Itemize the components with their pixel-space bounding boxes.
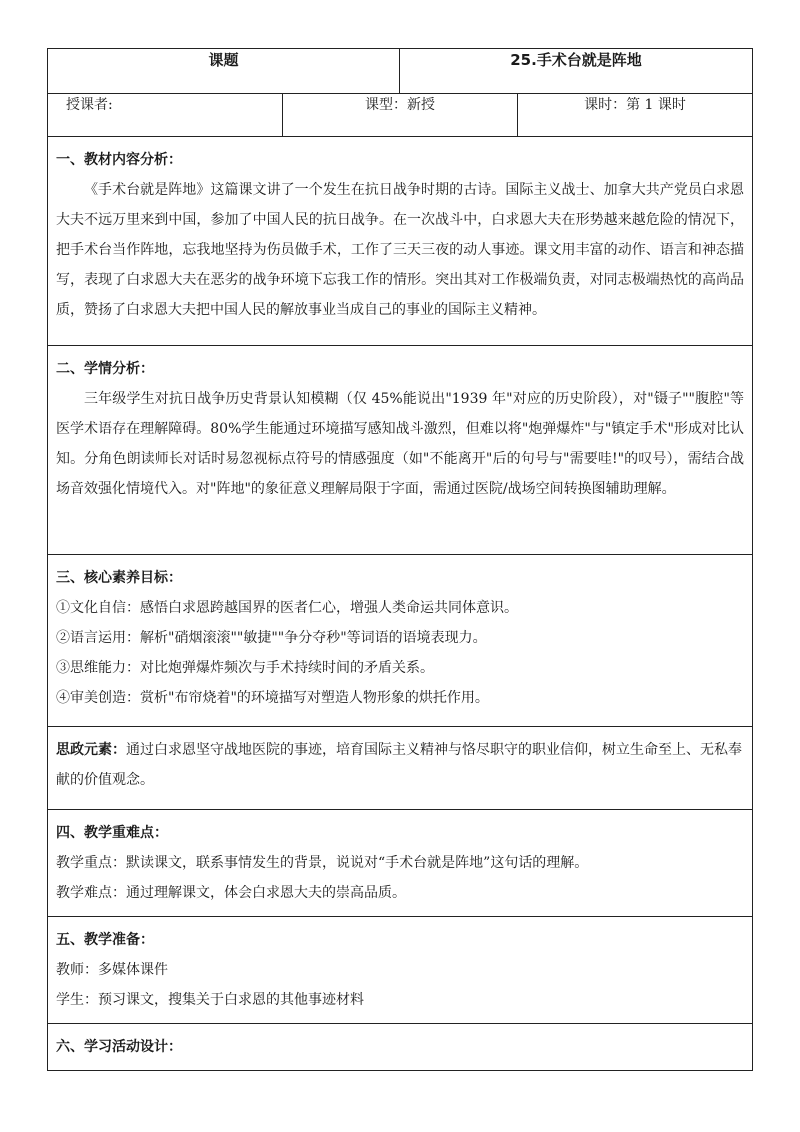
section-keypoints — [48, 810, 753, 917]
lesson-title: 25.手术台就是阵地 — [400, 49, 753, 94]
section-title: 一、教材内容分析： — [56, 152, 182, 168]
section-title: 四、教学重难点： — [56, 825, 168, 841]
lesson-plan-page — [47, 48, 752, 1071]
goal-item: ②语言运用：解析"硝烟滚滚""敏捷""争分夺秒"等词语的语境表现力。 — [56, 630, 487, 646]
section-analysis — [48, 137, 753, 346]
period-cell: 课时：第 1 课时 — [518, 94, 753, 137]
teacher-cell: 授课者: — [48, 94, 283, 137]
lesson-type-cell: 课型：新授 — [283, 94, 518, 137]
section-text: 三年级学生对抗日战争历史背景认知模糊（仅 45%能说出"1939 年"对应的历史阶段），对"镊子""腹腔"等医学术语存在理解障碍。80%学生能通过环境描写感知战斗激烈，但难以将"炮弹爆炸"与"镇定手术"形成对比认知。分角色朗读师长对话时易忽视标点符号的情感强度（如"不能离开"后的句号与"需要哇!"的叹号），需结合战场音效强化情境代入。对"阵地"的象征意义理解局限于字面，需通过医院/战场空间转换图辅助理解。 — [56, 391, 745, 497]
ideology-label: 思政元素： — [56, 742, 126, 758]
section-ideology — [48, 727, 753, 810]
section-title: 六、学习活动设计： — [56, 1039, 182, 1055]
keypoint-item: 教学重点：默读课文，联系事情发生的背景，说说对“手术台就是阵地”这句话的理解。 — [56, 855, 589, 871]
meta-row — [48, 94, 753, 137]
section-activities — [48, 1024, 753, 1071]
section-students — [48, 346, 753, 555]
section-goals — [48, 555, 753, 727]
section-title: 三、核心素养目标： — [56, 570, 182, 586]
header-row — [48, 49, 753, 94]
goal-item: ③思维能力：对比炮弹爆炸频次与手术持续时间的矛盾关系。 — [56, 660, 434, 676]
keypoint-item: 教学难点：通过理解课文，体会白求恩大夫的崇高品质。 — [56, 885, 406, 901]
section-title: 五、教学准备： — [56, 932, 154, 948]
lesson-plan-table — [47, 48, 753, 1071]
section-prep — [48, 917, 753, 1024]
goal-item: ④审美创造：赏析"布帘烧着"的环境描写对塑造人物形象的烘托作用。 — [56, 690, 489, 706]
goal-item: ①文化自信：感悟白求恩跨越国界的医者仁心，增强人类命运共同体意识。 — [56, 600, 518, 616]
section-title: 二、学情分析： — [56, 361, 154, 377]
prep-item: 教师：多媒体课件 — [56, 962, 168, 978]
prep-item: 学生：预习课文，搜集关于白求恩的其他事迹材料 — [56, 992, 364, 1008]
ideology-text: 通过白求恩坚守战地医院的事迹，培育国际主义精神与恪尽职守的职业信仰，树立生命至上、无私奉献的价值观念。 — [56, 742, 742, 788]
section-text: 《手术台就是阵地》这篇课文讲了一个发生在抗日战争时期的古诗。国际主义战士、加拿大共产党员白求恩大夫不远万里来到中国，参加了中国人民的抗日战争。在一次战斗中，白求恩大夫在形势越来越危险的情况下，把手术台当作阵地，忘我地坚持为伤员做手术，工作了三天三夜的动人事迹。课文用丰富的动作、语言和神态描写，表现了白求恩大夫在恶劣的战争环境下忘我工作的情形。突出其对工作极端负责，对同志极端热忱的高尚品质，赞扬了白求恩大夫把中国人民的解放事业当成自己的事业的国际主义精神。 — [56, 182, 745, 318]
header-label: 课题 — [48, 49, 400, 94]
